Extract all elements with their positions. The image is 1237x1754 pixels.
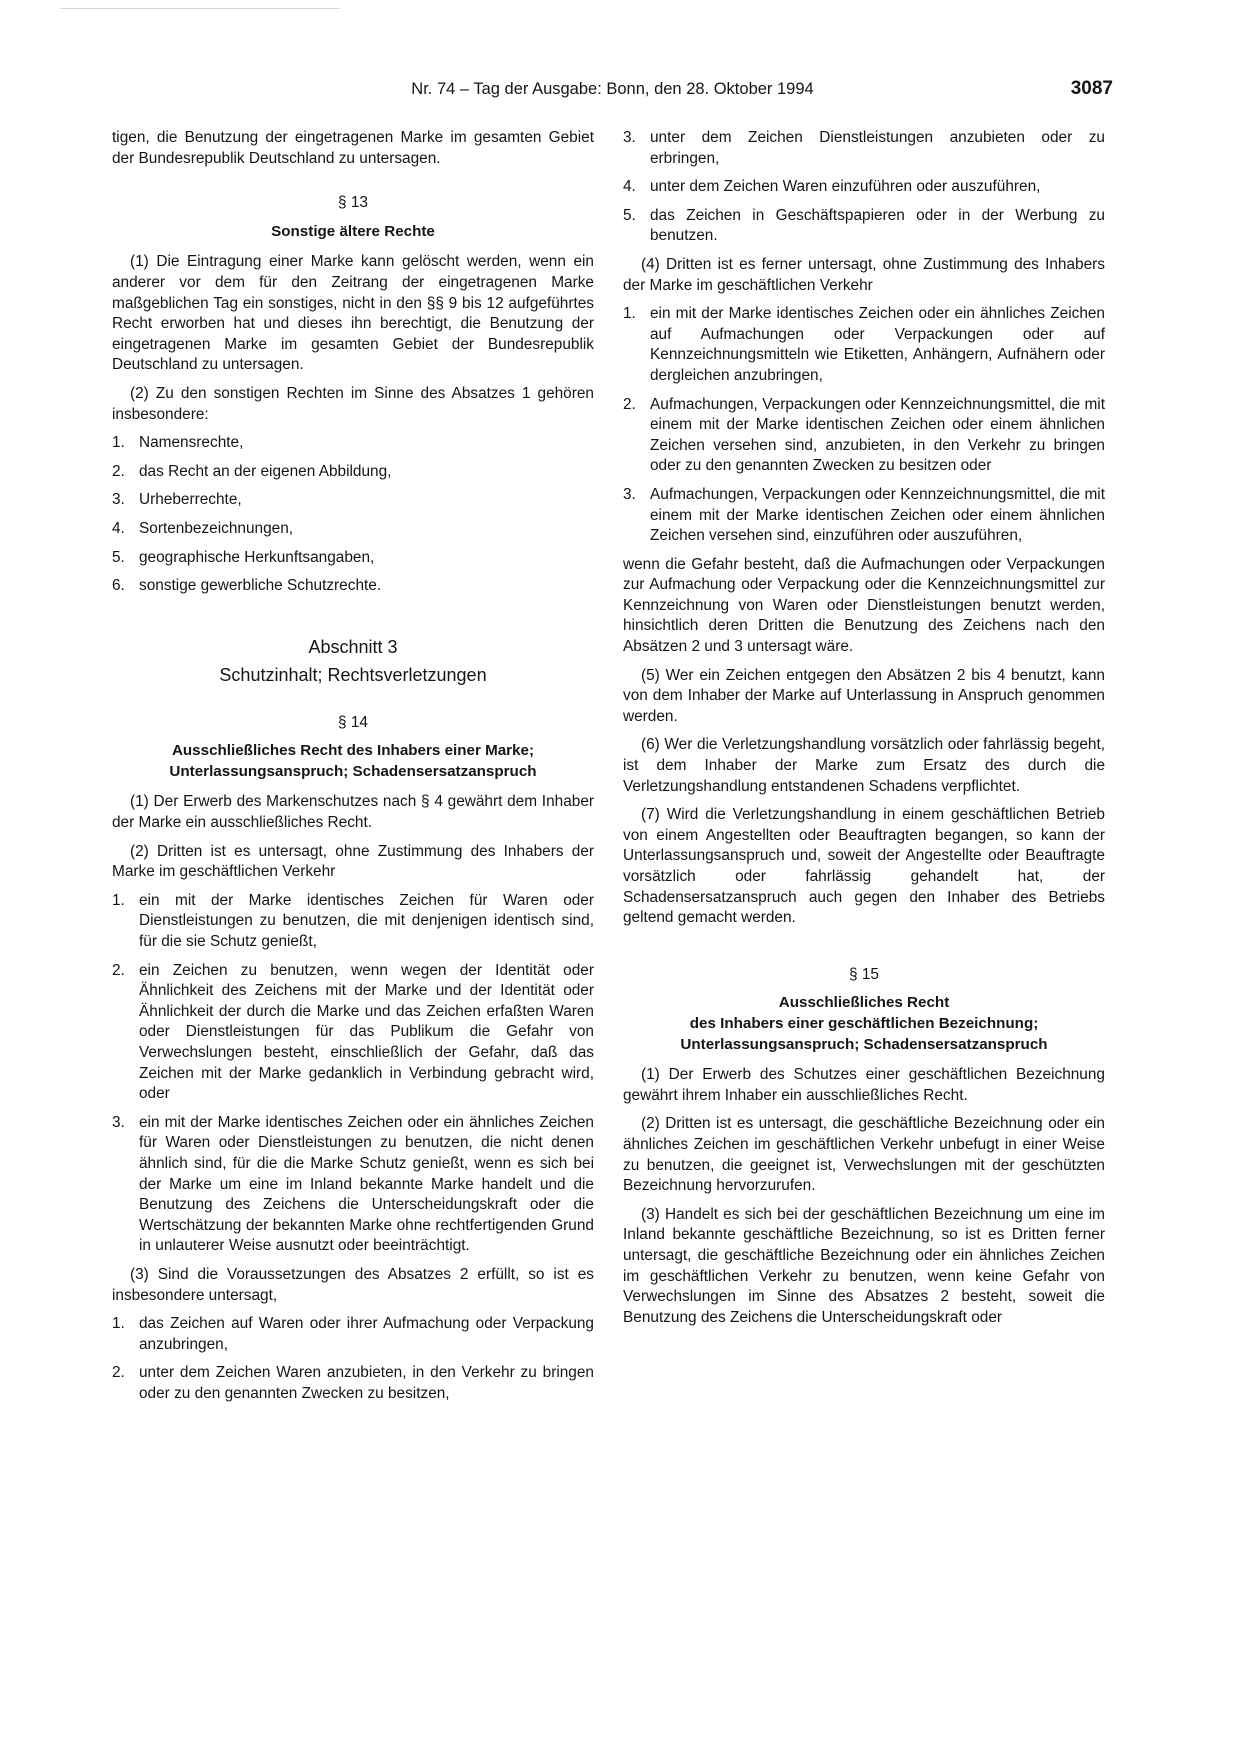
list-item-text: das Zeichen auf Waren oder ihrer Aufmachung oder Verpackung anzubringen, (139, 1315, 594, 1353)
s14-title-line-1: Ausschließliches Recht des Inhabers einer Marke; (171, 742, 535, 760)
left-column (112, 128, 594, 1413)
list-item (623, 206, 1105, 247)
list-item (112, 576, 594, 597)
list-item-number: 4. (623, 178, 636, 196)
list-item-text: Namensrechte, (139, 434, 244, 452)
list-item-text: sonstige gewerbliche Schutzrechte. (139, 577, 382, 595)
intro-paragraph: tigen, die Benutzung der eingetragenen Marke im gesamten Gebiet der Bundesrepublik Deutschland zu untersagen. (112, 129, 594, 167)
list-item (112, 891, 594, 953)
list-item-text: unter dem Zeichen Waren einzuführen oder auszuführen, (650, 178, 1041, 196)
s13-paragraph-1: (1) Die Eintragung einer Marke kann gelöscht werden, wenn ein anderer vor dem für den Zeitrang der eingetragenen Marke maßgeblichen Tag ein sonstiges, nicht in den §§ 9 bis 12 aufgeführtes Recht erworben hat und dieses ihn berechtigt, die Benutzung der eingetragenen Marke im gesamten Gebiet der Bundesrepublik Deutschland zu untersagen. (112, 253, 594, 374)
header-title: Nr. 74 – Tag der Ausgabe: Bonn, den 28. Oktober 1994 (411, 80, 814, 98)
list-item (112, 961, 594, 1105)
list-item-text: unter dem Zeichen Dienstleistungen anzubieten oder zu erbringen, (650, 129, 1105, 167)
s15-title (623, 993, 1105, 1055)
list-item-text: das Zeichen in Geschäftspapieren oder in der Werbung zu benutzen. (650, 206, 1105, 245)
list-item-text: Sortenbezeichnungen, (139, 519, 294, 537)
s14-paragraph-7: (7) Wird die Verletzungshandlung in einem geschäftlichen Betrieb von einem Angestellten oder Beauftragten begangen, so kann der Unterlassungsanspruch und, soweit der Angestellte oder Beauftragte vorsätzlich oder fahrlässig gehandelt hat, der Schadensersatzanspruch auch gegen den Inhaber des Betriebs geltend gemacht werden. (623, 806, 1105, 927)
s15-paragraph-3: (3) Handelt es sich bei der geschäftlichen Bezeichnung um eine im Inland bekannte geschäftliche Bezeichnung, so ist es Dritten ferner untersagt, die geschäftliche Bezeichnung oder ein ähnliches Zeichen im geschäftlichen Verkehr zu benutzen, wenn keine Gefahr von Verwechslungen im Sinne des Absatzes 2 besteht, soweit die Benutzung des Zeichens die Unterscheidungskraft oder (623, 1205, 1105, 1326)
list-item (112, 1363, 594, 1404)
s14-number: § 14 (338, 713, 368, 731)
s15-title-line-3: Unterlassungsanspruch; Schadensersatzanspruch (680, 1035, 1048, 1053)
s14-paragraph-5: (5) Wer ein Zeichen entgegen den Absätzen 2 bis 4 benutzt, kann von dem Inhaber der Marke auf Unterlassung in Anspruch genommen werden. (623, 666, 1105, 725)
list-item (623, 485, 1105, 547)
right-column (623, 128, 1105, 1336)
section-title: Schutzinhalt; Rechtsverletzungen (219, 664, 487, 685)
list-item-text: unter dem Zeichen Waren anzubieten, in den Verkehr zu bringen oder zu den genannten Zwecken zu besitzen, (139, 1364, 594, 1402)
list-item (112, 548, 594, 569)
list-item-number: 1. (112, 891, 125, 909)
list-item-number: 5. (112, 548, 125, 566)
s15-paragraph-1: (1) Der Erwerb des Schutzes einer geschäftlichen Bezeichnung gewährt ihrem Inhaber ein ausschließliches Recht. (623, 1066, 1105, 1104)
list-item (112, 519, 594, 540)
list-item-number: 3. (623, 129, 636, 146)
scan-artifact-line (60, 8, 340, 9)
s15-title-line-2: des Inhabers einer geschäftlichen Bezeichnung; (689, 1014, 1039, 1032)
list-item-text: das Recht an der eigenen Abbildung, (139, 462, 392, 480)
s14-paragraph-4-tail: wenn die Gefahr besteht, daß die Aufmachungen oder Verpackungen zur Aufmachung oder Verpackung oder die Kennzeichnungsmittel zur Kennzeichnung von Waren oder Dienstleistungen benutzt werden, hinsichtlich deren Dritten die Benutzung des Zeichens nach den Absätzen 2 und 3 untersagt wäre. (623, 555, 1105, 656)
section-heading (112, 633, 594, 689)
s14-title-line-2: Unterlassungsanspruch; Schadensersatzanspruch (169, 762, 537, 780)
page-header (112, 78, 1113, 108)
s14-title (112, 741, 594, 782)
list-item-number: 3. (112, 491, 125, 509)
list-item (112, 433, 594, 454)
s15-paragraph-2: (2) Dritten ist es untersagt, die geschäftliche Bezeichnung oder ein ähnliches Zeichen im geschäftlichen Verkehr unbefugt in einer Weise zu benutzen, die geeignet ist, Verwechslungen mit der geschützten Bezeichnung hervorzurufen. (623, 1115, 1105, 1195)
s14-paragraph-2: (2) Dritten ist es untersagt, ohne Zustimmung des Inhabers der Marke im geschäftlichen Verkehr (112, 842, 594, 881)
list-item-number: 1. (112, 1315, 125, 1333)
list-item-text: Aufmachungen, Verpackungen oder Kennzeichnungsmittel, die mit einem mit der Marke identischen Zeichen oder einem ähnlichen Zeichen versehen sind, einzuführen oder auszuführen, (650, 485, 1105, 545)
list-item-number: 2. (112, 1364, 125, 1382)
list-item-number: 3. (623, 485, 636, 503)
list-item-number: 2. (112, 462, 125, 480)
list-item (623, 177, 1105, 198)
list-item-text: ein Zeichen zu benutzen, wenn wegen der Identität oder Ähnlichkeit des Zeichens mit der Marke und der Identität oder Ähnlichkeit der durch die Marke und das Zeichen erfaßten Waren oder Dienstleistungen für das Publikum die Gefahr von Verwechslungen besteht, einschließlich der Gefahr, daß das Zeichen mit der Marke gedanklich in Verbindung gebracht wird, oder (139, 961, 594, 1103)
list-item-text: ein mit der Marke identisches Zeichen oder ein ähnliches Zeichen für Waren oder Dienstleistungen zu benutzen, die nicht denen ähnlich sind, für die die Marke Schutz genießt, wenn es sich bei der Marke um eine im Inland bekannte Marke handelt und die Benutzung des Zeichens die Unterscheidungskraft oder die Wertschätzung der bekannten Marke ohne rechtfertigenden Grund in unlauterer Weise ausnutzt oder beeinträchtigt. (139, 1113, 594, 1255)
list-item (112, 1113, 594, 1257)
s13-paragraph-2: (2) Zu den sonstigen Rechten im Sinne des Absatzes 1 gehören insbesondere: (112, 384, 594, 423)
list-item-text: Urheberrechte, (139, 491, 242, 509)
list-item (112, 1314, 594, 1355)
s14-paragraph-6: (6) Wer die Verletzungshandlung vorsätzlich oder fahrlässig begeht, ist dem Inhaber der Marke zum Ersatz des durch die Verletzungshandlung entstandenen Schadens verpflichtet. (623, 736, 1105, 795)
list-item-number: 3. (112, 1113, 125, 1131)
list-item-text: ein mit der Marke identisches Zeichen oder ein ähnliches Zeichen auf Aufmachungen oder Verpackungen oder auf Kennzeichnungsmitteln wie Etiketten, Anhängern, Aufnähern oder dergleichen anzubringen, (650, 305, 1105, 384)
s15-number: § 15 (849, 965, 879, 983)
list-item-number: 2. (623, 395, 636, 413)
list-item-number: 4. (112, 519, 125, 537)
list-item-number: 2. (112, 961, 125, 979)
s13-title: Sonstige ältere Rechte (271, 222, 435, 240)
list-item (623, 128, 1105, 169)
list-item (623, 304, 1105, 386)
list-item (112, 490, 594, 511)
s14-paragraph-3: (3) Sind die Voraussetzungen des Absatzes 2 erfüllt, so ist es insbesondere untersagt, (112, 1265, 594, 1304)
s14-paragraph-4: (4) Dritten ist es ferner untersagt, ohne Zustimmung des Inhabers der Marke im geschäftlichen Verkehr (623, 255, 1105, 294)
s15-title-line-1: Ausschließliches Recht (778, 994, 950, 1012)
list-item-number: 6. (112, 577, 125, 595)
list-item-number: 1. (112, 434, 125, 452)
s13-number: § 13 (338, 194, 368, 212)
s14-paragraph-1: (1) Der Erwerb des Markenschutzes nach § 4 gewährt dem Inhaber der Marke ein ausschließliches Recht. (112, 793, 594, 832)
section-number: Abschnitt 3 (308, 636, 398, 657)
list-item (623, 395, 1105, 477)
list-item-text: Aufmachungen, Verpackungen oder Kennzeichnungsmittel, die mit einem mit der Marke identischen Zeichen oder einem ähnlichen Zeichen versehen sind, anzubieten, in den Verkehr zu bringen oder zu den genannten Zwecken zu besitzen oder (650, 395, 1105, 475)
list-item-text: ein mit der Marke identisches Zeichen für Waren oder Dienstleistungen zu benutzen, die mit denjenigen identisch sind, für die sie Schutz genießt, (139, 891, 594, 951)
page-number: 3087 (1070, 78, 1113, 99)
list-item-number: 1. (623, 305, 636, 323)
list-item-number: 5. (623, 206, 636, 224)
list-item (112, 462, 594, 483)
list-item-text: geographische Herkunftsangaben, (139, 548, 375, 566)
